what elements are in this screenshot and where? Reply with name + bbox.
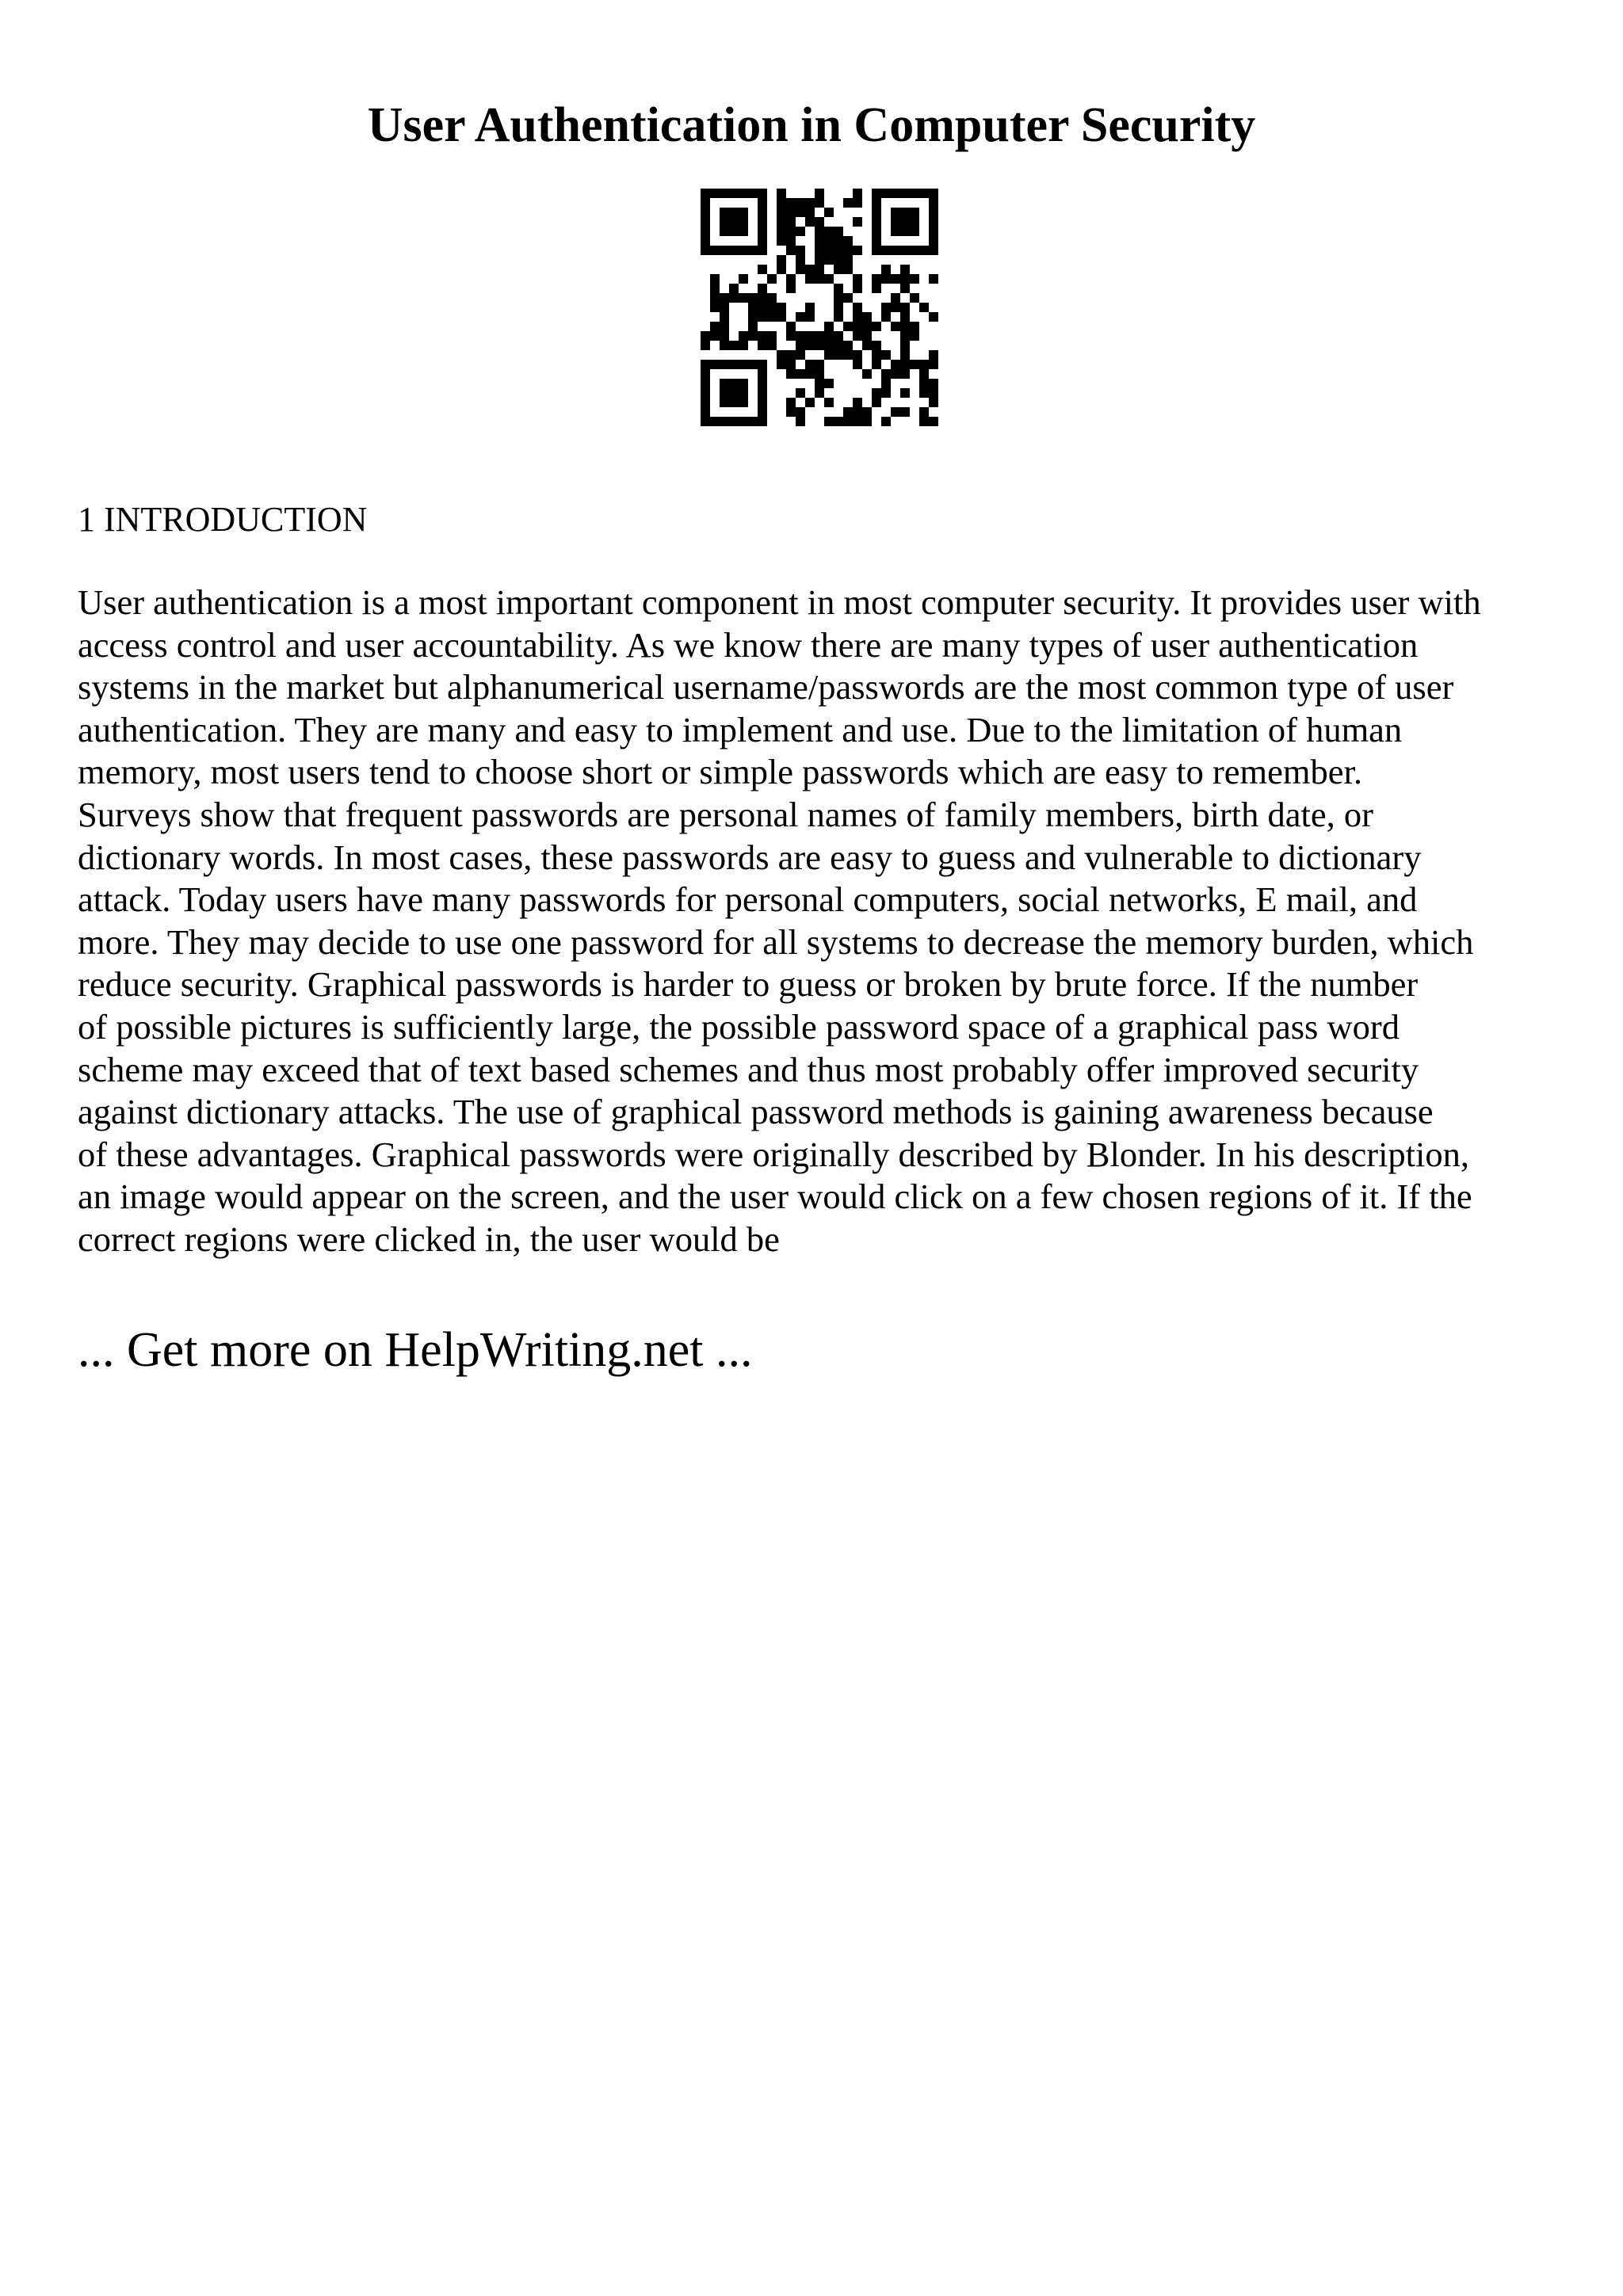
paragraph-line: correct regions were clicked in, the user would be <box>78 1219 780 1259</box>
paragraph-line: dictionary words. In most cases, these passwords are easy to guess and vulnerable to dictionary <box>78 837 1422 877</box>
paragraph-line: an image would appear on the screen, and the user would click on a few chosen regions of it. If the <box>78 1177 1472 1217</box>
paragraph-line: of these advantages. Graphical passwords were originally described by Blonder. In his description, <box>78 1134 1470 1174</box>
document-title: User Authentication in Computer Security <box>367 98 1256 152</box>
paragraph-line: reduce security. Graphical passwords is harder to guess or broken by brute force. If the number <box>78 964 1419 1005</box>
paragraph-line: access control and user accountability. As we know there are many types of user authentication <box>78 624 1419 665</box>
paragraph-line: authentication. They are many and easy to implement and use. Due to the limitation of human <box>78 709 1403 749</box>
intro-paragraph <box>78 582 1568 1261</box>
section-heading: 1 INTRODUCTION <box>78 500 368 539</box>
paragraph-line: memory, most users tend to choose short or simple passwords which are easy to remember. <box>78 752 1363 792</box>
paragraph-line: of possible pictures is sufficiently large, the possible password space of a graphical pass word <box>78 1006 1400 1047</box>
paragraph-line: scheme may exceed that of text based schemes and thus most probably offer improved security <box>78 1049 1419 1089</box>
paragraph-line: Surveys show that frequent passwords are personal names of family members, birth date, or <box>78 794 1373 834</box>
get-more-link[interactable]: ... Get more on HelpWriting.net ... <box>78 1323 753 1377</box>
paragraph-line: systems in the market but alphanumerical username/passwords are the most common type of user <box>78 667 1454 707</box>
paragraph-line: more. They may decide to use one password for all systems to decrease the memory burden, which <box>78 921 1474 962</box>
qr-code-icon <box>701 189 938 426</box>
paragraph-line: against dictionary attacks. The use of graphical password methods is gaining awareness because <box>78 1092 1434 1132</box>
paragraph-line: attack. Today users have many passwords for personal computers, social networks, E mail, and <box>78 879 1418 920</box>
paragraph-line: User authentication is a most important component in most computer security. It provides user with <box>78 582 1481 622</box>
